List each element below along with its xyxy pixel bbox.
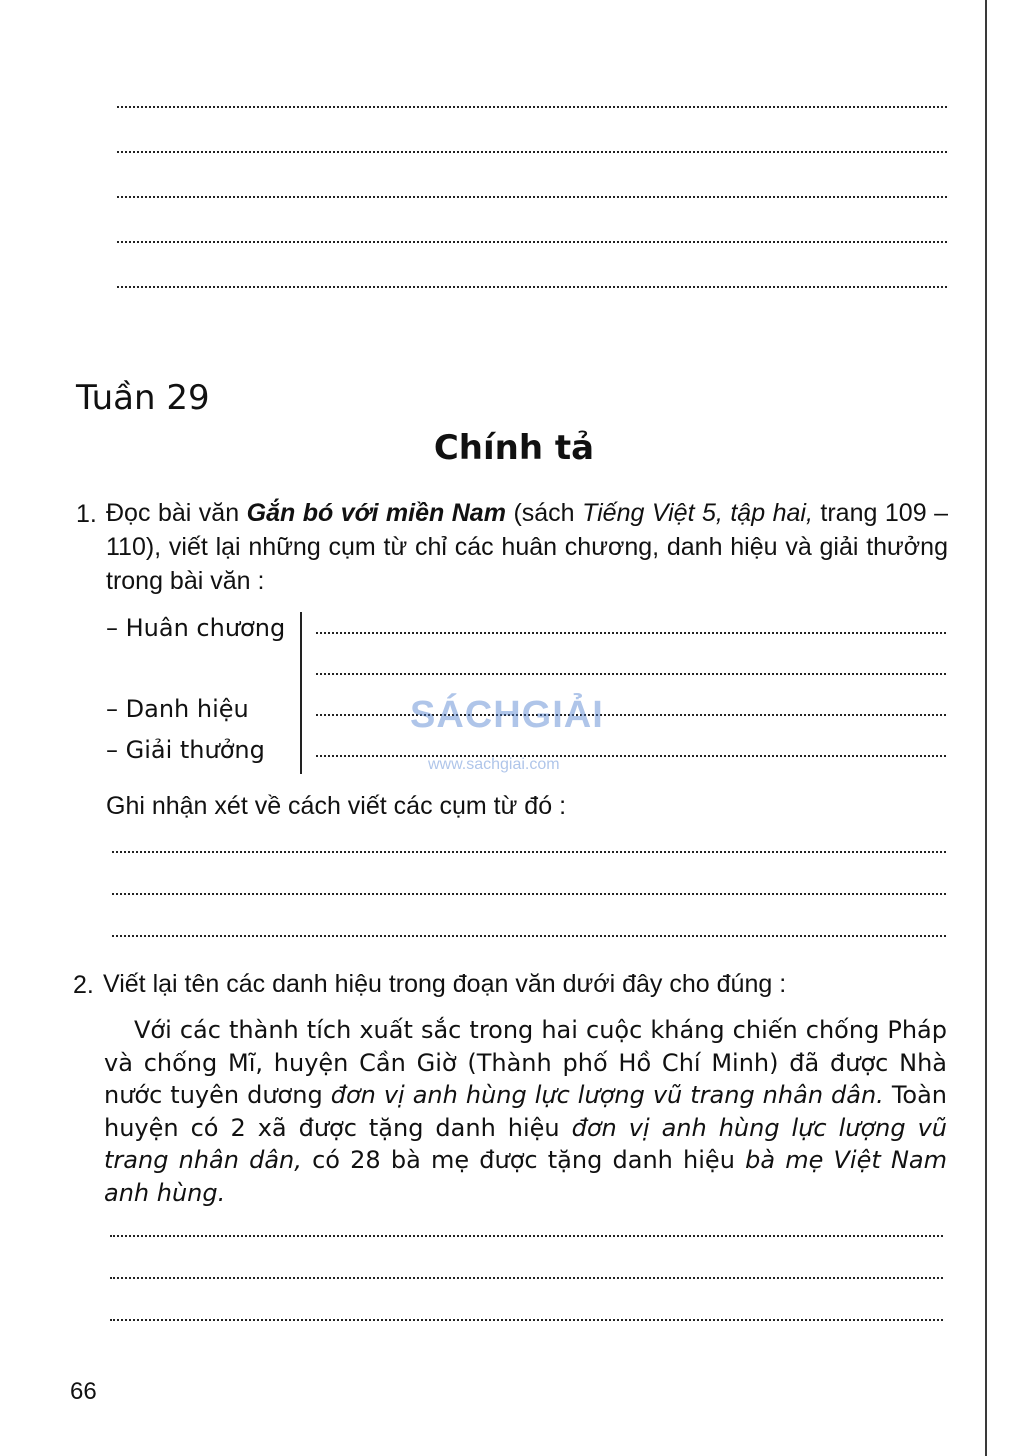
passage-italic: bà mẹ Việt Nam anh hùng. xyxy=(104,1146,947,1207)
q1-number: 1. xyxy=(76,500,97,528)
q1-comment-prompt: Ghi nhận xét về cách viết các cụm từ đó : xyxy=(106,792,567,820)
q1-book-title: Gắn bó với miền Nam xyxy=(246,499,506,527)
answer-line[interactable] xyxy=(117,151,947,153)
watermark-url: www.sachgiai.com xyxy=(428,756,560,773)
label-danh-hieu: – Danh hiệu xyxy=(106,695,249,723)
answer-line[interactable] xyxy=(112,893,946,895)
answer-line[interactable] xyxy=(110,1277,943,1279)
page-edge-line xyxy=(985,0,987,1456)
week-heading: Tuần 29 xyxy=(76,378,210,418)
passage-text: Với các thành tích xuất sắc trong hai cuộc kháng chiến chống Pháp và chống Mĩ, huyện Cần Giờ (Thành phố Hồ Chí Minh) đã được Nhà nước tuyên dương xyxy=(104,1016,947,1109)
answer-line[interactable] xyxy=(117,286,947,288)
passage-text: Toàn huyện có 2 xã được tặng danh hiệu xyxy=(104,1081,948,1142)
q1-source: Tiếng Việt 5, tập hai, xyxy=(582,499,813,527)
q1-text xyxy=(106,496,948,598)
answer-line[interactable] xyxy=(117,196,947,198)
q2-prompt: Viết lại tên các danh hiệu trong đoạn văn dưới đây cho đúng : xyxy=(103,970,787,998)
answer-line[interactable] xyxy=(112,851,946,853)
label-giai-thuong: – Giải thưởng xyxy=(106,736,265,764)
section-title: Chính tả xyxy=(433,428,595,468)
watermark-logo: SÁCHGIẢI xyxy=(410,694,604,736)
passage-italic: đơn vị anh hùng lực lượng vũ trang nhân dân. xyxy=(330,1081,884,1109)
label-divider xyxy=(300,612,302,774)
answer-line[interactable] xyxy=(110,1235,943,1237)
passage-text: có 28 bà mẹ được tặng danh hiệu xyxy=(301,1146,746,1174)
q2-number: 2. xyxy=(73,971,94,999)
q2-passage xyxy=(104,1014,947,1209)
answer-line[interactable] xyxy=(117,241,947,243)
q1-intro: Đọc bài văn xyxy=(106,499,240,527)
page-number: 66 xyxy=(70,1378,97,1405)
q1-paren-open: (sách xyxy=(513,499,575,527)
watermark xyxy=(410,678,620,778)
answer-line-huan-chuong[interactable] xyxy=(316,673,946,675)
passage-italic: đơn vị anh hùng lực lượng vũ trang nhân dân, xyxy=(104,1113,948,1174)
answer-line-huan-chuong[interactable] xyxy=(316,632,946,634)
label-huan-chuong: – Huân chương xyxy=(106,614,286,642)
answer-line[interactable] xyxy=(117,106,947,108)
answer-line[interactable] xyxy=(110,1319,943,1321)
q1-rest: trang 109 – 110), viết lại những cụm từ chỉ các huân chương, danh hiệu và giải thưởng trong bài văn : xyxy=(106,499,948,595)
answer-line[interactable] xyxy=(112,935,946,937)
